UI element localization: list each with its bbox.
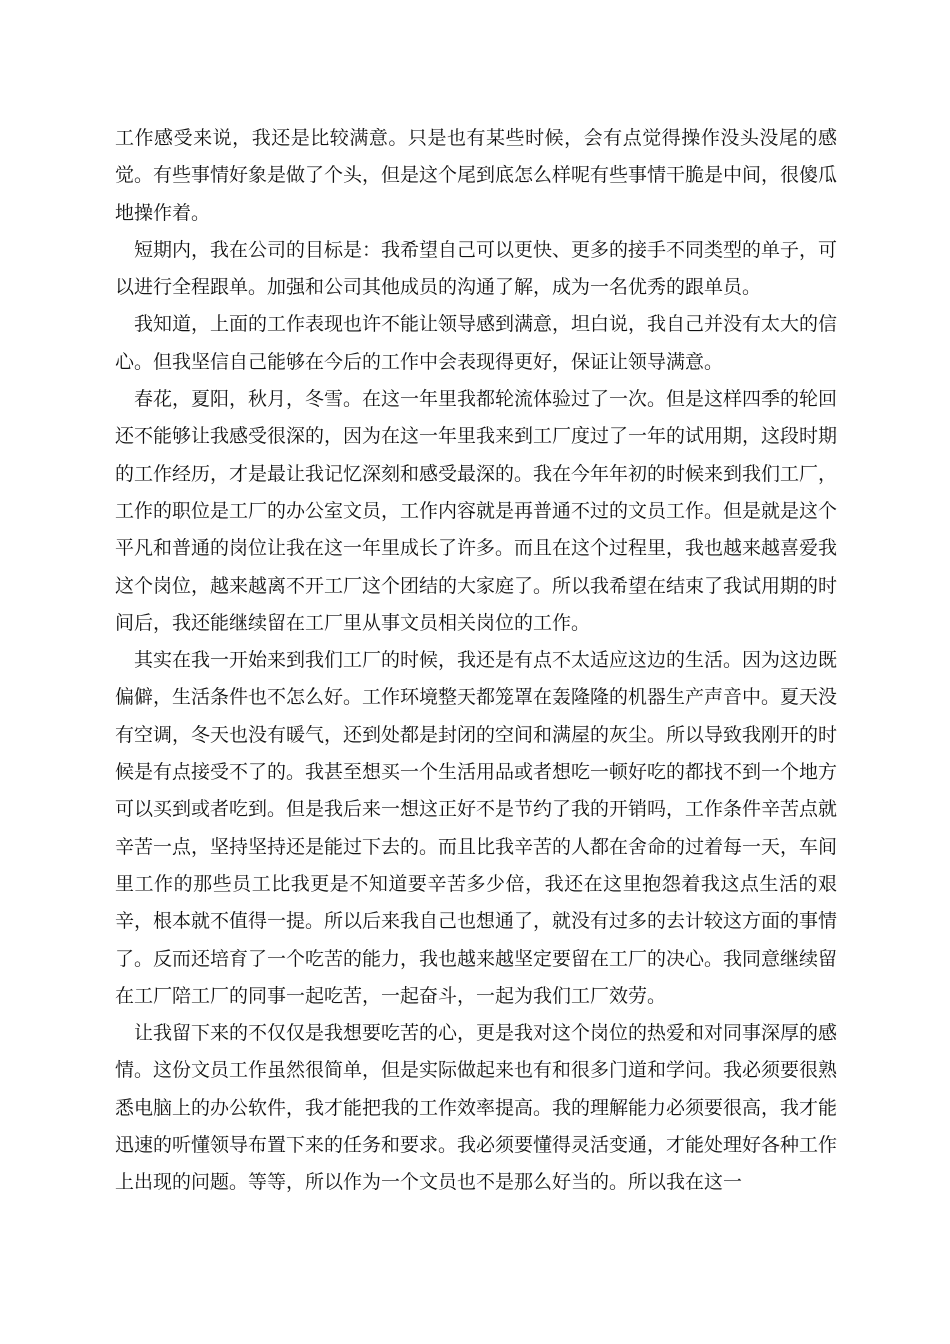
paragraph-4: 春花，夏阳，秋月，冬雪。在这一年里我都轮流体验过了一次。但是这样四季的轮回还不能够让我感受很深的，因为在这一年里我来到工厂度过了一年的试用期，这段时期的工作经历，才是最让我记忆深刻和感受最深的。我在今年年初的时候来到我们工厂，工作的职位是工厂的办公室文员，工作内容就是再普通不过的文员工作。但是就是这个平凡和普通的岗位让我在这一年里成长了许多。而且在这个过程里，我也越来越喜爱我这个岗位，越来越离不开工厂这个团结的大家庭了。所以我希望在结束了我试用期的时间后，我还能继续留在工厂里从事文员相关岗位的工作。: [115, 388, 838, 634]
paragraph-6: 让我留下来的不仅仅是我想要吃苦的心，更是我对这个岗位的热爱和对同事深厚的感情。这份文员工作虽然很简单，但是实际做起来也有和很多门道和学问。我必须要很熟悉电脑上的办公软件，我才能把我的工作效率提高。我的理解能力必须要很高，我才能迅速的听懂领导布置下来的任务和要求。我必须要懂得灵活变通，才能处理好各种工作上出现的问题。等等，所以作为一个文员也不是那么好当的。所以我在这一: [115, 1022, 838, 1194]
paragraph-3: 我知道，上面的工作表现也许不能让领导感到满意，坦白说，我自己并没有太大的信心。但我坚信自己能够在今后的工作中会表现得更好，保证让领导满意。: [115, 313, 838, 373]
paragraph-5: 其实在我一开始来到我们工厂的时候，我还是有点不太适应这边的生活。因为这边既偏僻，生活条件也不怎么好。工作环境整天都笼罩在轰隆隆的机器生产声音中。夏天没有空调，冬天也没有暖气，还到处都是封闭的空间和满屋的灰尘。所以导致我刚开的时候是有点接受不了的。我甚至想买一个生活用品或者想吃一顿好吃的都找不到一个地方可以买到或者吃到。但是我后来一想这正好不是节约了我的开销吗，工作条件辛苦点就辛苦一点，坚持坚持还是能过下去的。而且比我辛苦的人都在舍命的过着每一天，车间里工作的那些员工比我更是不知道要辛苦多少倍，我还在这里抱怨着我这点生活的艰辛，根本就不值得一提。所以后来我自己也想通了，就没有过多的去计较这方面的事情了。反而还培育了一个吃苦的能力，我也越来越坚定要留在工厂的决心。我同意继续留在工厂陪工厂的同事一起吃苦，一起奋斗，一起为我们工厂效劳。: [115, 649, 838, 1007]
paragraph-1: 工作感受来说，我还是比较满意。只是也有某些时候，会有点觉得操作没头没尾的感觉。有些事情好象是做了个头，但是这个尾到底怎么样呢有些事情干脆是中间，很傻瓜地操作着。: [115, 127, 838, 224]
paragraph-2: 短期内，我在公司的目标是：我希望自己可以更快、更多的接手不同类型的单子，可以进行全程跟单。加强和公司其他成员的沟通了解，成为一名优秀的跟单员。: [115, 238, 838, 299]
document-body: [115, 120, 837, 1202]
